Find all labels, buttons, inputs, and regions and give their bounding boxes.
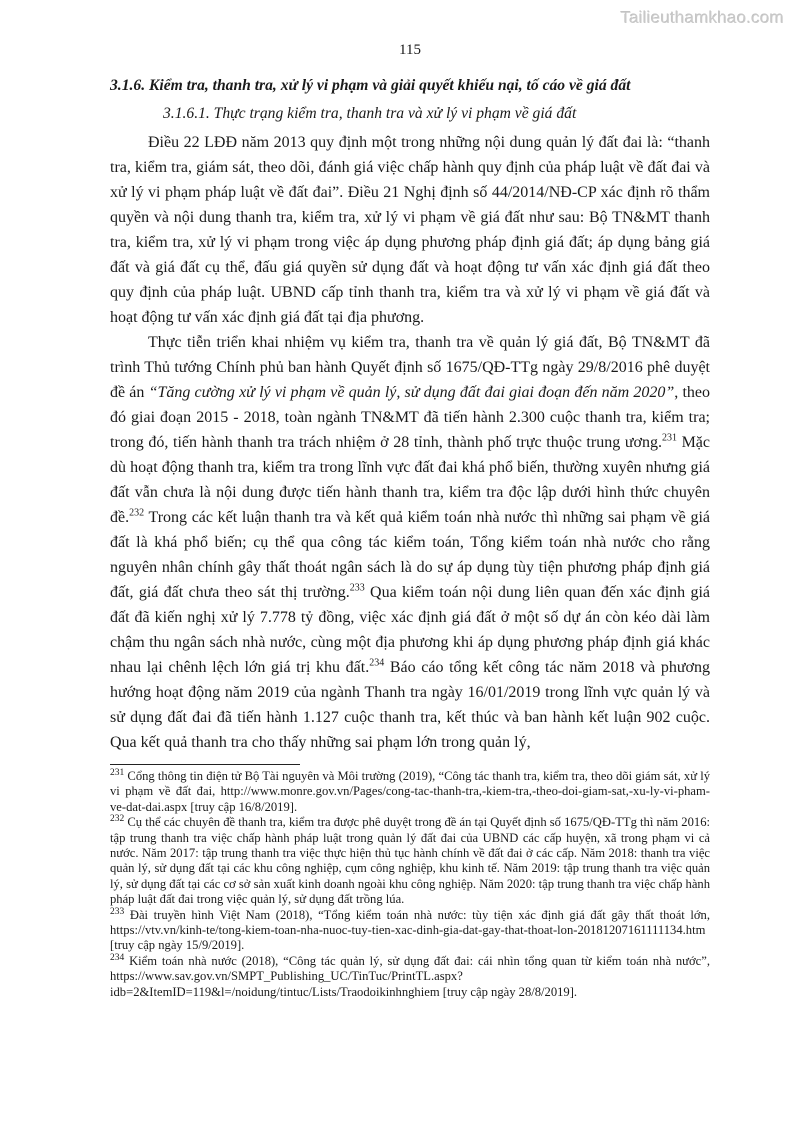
footnote-ref: 232 <box>129 507 145 519</box>
footnote-number: 231 <box>110 767 125 778</box>
footnote-ref: 233 <box>349 582 365 594</box>
text-segment: , theo đó giai đoạn 2015 - 2018, toàn ngành TN&MT đã tiến hành 2.300 cuộc thanh tra, kiểm tra; trong đó, tiến hành thanh tra trách nhiệm ở 28 tỉnh, thành phố trực thuộc trung ương. <box>110 384 711 451</box>
watermark: Tailieuthamkhao.com <box>620 8 784 27</box>
footnote-separator <box>110 764 300 765</box>
subsection-heading: 3.1.6.1. Thực trạng kiểm tra, thanh tra và xử lý vi phạm về giá đất <box>163 105 577 122</box>
footnote-number: 233 <box>110 906 125 917</box>
footnote-ref: 234 <box>369 657 385 669</box>
paragraph <box>110 330 710 755</box>
footnote-text: Cụ thể các chuyên đề thanh tra, kiểm tra được phê duyệt trong đề án tại Quyết định số 1675/QĐ-TTg thì năm 2016: tập trung thanh tra việc chấp hành pháp luật trong quản lý đất đai của UBND các cấp huyện, xã trong phạm vi cả nước. Năm 2017: tập trung thanh tra việc thực hiện thủ tục hành chính về đất đai ở các cấp. Năm 2018: thanh tra việc quản lý, sử dụng đất tại các khu công nghiệp, cụm công nghiệp, khu kinh tế. Năm 2019: tập trung thanh tra việc quản lý, sử dụng đất tại các cơ sở sản xuất kinh doanh ngoài khu công nghiệp. Năm 2020: tập trung thanh tra việc chấp hành pháp luật đất đai trong việc quản lý, sử dụng đất trồng lúa. <box>110 815 711 907</box>
footnote-number: 232 <box>110 814 125 825</box>
body-text <box>110 130 710 755</box>
section-heading: 3.1.6. Kiểm tra, thanh tra, xử lý vi phạm và giải quyết khiếu nại, tố cáo về giá đất <box>110 77 631 94</box>
footnote-text: Đài truyền hình Việt Nam (2018), “Tổng kiểm toán nhà nước: tùy tiện xác định giá đất gây thất thoát lớn, https://vtv.vn/kinh-te/tong-kiem-toan-nha-nuoc-tuy-tien-xac-dinh-gia-dat-gay-that-thoat-lon-20181207161111134.htm [truy cập ngày 15/9/2019]. <box>110 907 710 953</box>
page-number: 115 <box>399 42 421 58</box>
text-segment: Thực tiễn triển khai nhiệm vụ kiểm tra, thanh tra về quản lý giá đất, Bộ TN&MT đã trình Thủ tướng Chính phủ ban hành Quyết định số 1675/QĐ-TTg ngày 29/8/2016 phê duyệt đề án <box>110 334 710 401</box>
footnote <box>110 954 710 1000</box>
paragraph <box>110 130 710 330</box>
footnote <box>110 815 710 907</box>
text-segment: Điều 22 LĐĐ năm 2013 quy định một trong những nội dung quản lý đất đai là: “thanh tra, kiểm tra, giám sát, theo dõi, đánh giá việc chấp hành quy định của pháp luật về đất đai và xử lý vi phạm pháp luật về đất đai”. Điều 21 Nghị định số 44/2014/NĐ-CP xác định rõ thẩm quyền và nội dung thanh tra, kiểm tra, xử lý vi phạm về giá đất như sau: Bộ TN&MT thanh tra, kiểm tra, xử lý vi phạm trong việc áp dụng phương pháp định giá đất; áp dụng bảng giá đất và giá đất cụ thể, đấu giá quyền sử dụng đất và hoạt động tư vấn xác định giá đất theo quy định của pháp luật. UBND cấp tỉnh thanh tra, kiểm tra và xử lý vi phạm về giá đất và hoạt động tư vấn xác định giá đất tại địa phương. <box>110 134 710 326</box>
footnote <box>110 908 710 954</box>
text-segment: Mặc dù hoạt động thanh tra, kiểm tra trong lĩnh vực đất đai khá phổ biến, thường xuyên nhưng giá đất vẫn chưa là nội dung được tiến hành thanh tra, kiểm tra độc lập dưới hình thức chuyên đề. <box>110 434 710 526</box>
text-segment: Trong các kết luận thanh tra và kết quả kiểm toán nhà nước thì những sai phạm về giá đất là khá phổ biến; cụ thể qua công tác kiểm toán, Tổng kiểm toán nhà nước cho rằng nguyên nhân chính gây thất thoát ngân sách là do sự áp dụng tùy tiện phương pháp định giá đất, giá đất chưa theo sát thị trường. <box>110 509 710 601</box>
text-segment: “Tăng cường xử lý vi phạm về quản lý, sử dụng đất đai giai đoạn đến năm 2020” <box>148 384 675 401</box>
footnote-ref: 231 <box>661 432 677 444</box>
footnote-number: 234 <box>110 952 125 963</box>
footnote <box>110 769 710 815</box>
footnotes-section <box>110 769 710 1000</box>
footnote-text: Kiểm toán nhà nước (2018), “Công tác quản lý, sử dụng đất đai: cái nhìn tổng quan từ kiểm toán nhà nước”, https://www.sav.gov.vn/SMPT_Publishing_UC/TinTuc/PrintTL.aspx?idb=2&ItemID=119&l=/noidung/tintuc/Lists/Traodoikinhnghiem [truy cập ngày 28/8/2019]. <box>110 953 710 999</box>
footnote-text: Cổng thông tin điện tử Bộ Tài nguyên và Môi trường (2019), “Công tác thanh tra, kiểm tra, theo dõi giám sát, xử lý vi phạm về đất đai, http://www.monre.gov.vn/Pages/cong-tac-thanh-tra,-kiem-tra,-theo-doi-giam-sat,-xu-ly-vi-pham-ve-dat-dai.aspx [truy cập 16/8/2019]. <box>110 769 710 814</box>
text-segment: Báo cáo tổng kết công tác năm 2018 và phương hướng hoạt động năm 2019 của ngành Thanh tra ngày 16/01/2019 trong lĩnh vực quản lý và sử dụng đất đai đã tiến hành 1.127 cuộc thanh tra, kết thúc và ban hành kết luận 902 cuộc. Qua kết quả thanh tra cho thấy những sai phạm lớn trong quản lý, <box>110 659 710 751</box>
text-segment: Qua kiểm toán nội dung liên quan đến xác định giá đất đã kiến nghị xử lý 7.778 tỷ đồng, việc xác định giá đất ở một số dự án còn kéo dài làm chậm thu ngân sách nhà nước, cùng một địa phương khi áp dụng phương pháp định giá khác nhau lại chênh lệch lớn giá trị khu đất. <box>110 584 711 676</box>
